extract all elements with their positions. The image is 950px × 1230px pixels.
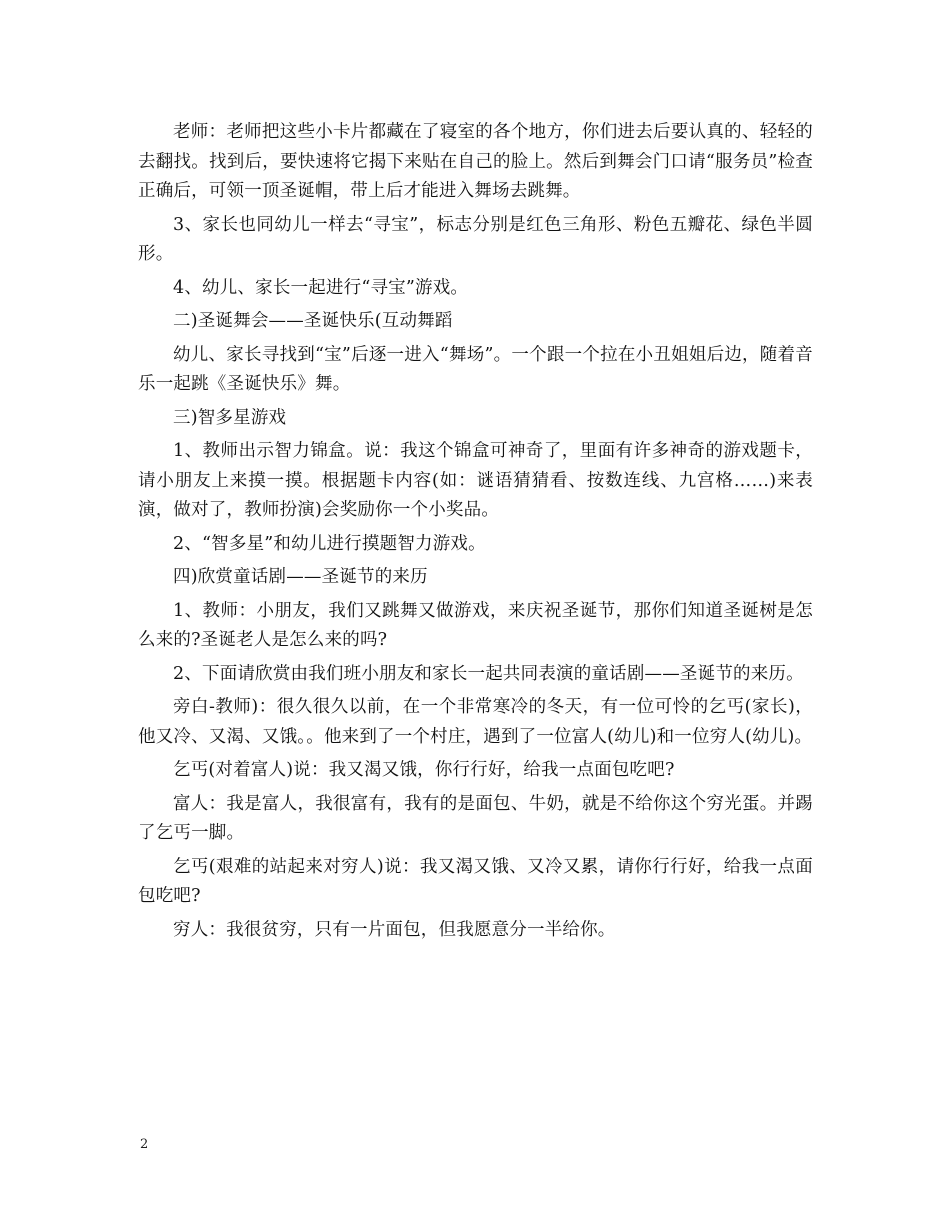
paragraph: 2、下面请欣赏由我们班小朋友和家长一起共同表演的童话剧——圣诞节的来历。 (173, 663, 804, 684)
paragraph: 4、幼儿、家长一起进行“寻宝”游戏。 (173, 277, 469, 298)
paragraph: 穷人：我很贫穷，只有一片面包，但我愿意分一半给你。 (173, 919, 616, 940)
paragraph: 1、教师出示智力锦盒。说：我这个锦盒可神奇了，里面有许多神奇的游戏题卡，请小朋友上来摸一摸。根据题卡内容(如：谜语猜猜看、按数连线、九宫格……)来表演，做对了，教师扮演)会奖励你一个小奖品。 (138, 441, 813, 520)
body-text (138, 118, 813, 949)
paragraph: 1、教师：小朋友，我们又跳舞又做游戏，来庆祝圣诞节，那你们知道圣诞树是怎么来的?圣诞老人是怎么来的吗? (138, 600, 813, 650)
paragraph: 乞丐(对着富人)说：我又渴又饿，你行行好，给我一点面包吃吧? (173, 760, 675, 780)
paragraph: 富人：我是富人，我很富有，我有的是面包、牛奶，就是不给你这个穷光蛋。并踢了乞丐一脚。 (138, 793, 813, 843)
paragraph: 3、家长也同幼儿一样去“寻宝”，标志分别是红色三角形、粉色五瓣花、绿色半圆形。 (138, 214, 813, 264)
paragraph: 2、“智多星”和幼儿进行摸题智力游戏。 (173, 533, 486, 554)
section-heading: 二)圣诞舞会——圣诞快乐(互动舞蹈 (173, 311, 453, 331)
paragraph: 乞丐(艰难的站起来对穷人)说：我又渴又饿、又冷又累，请你行行好，给我一点面包吃吧? (138, 856, 813, 906)
section-heading: 四)欣赏童话剧——圣诞节的来历 (173, 567, 428, 587)
paragraph: 老师：老师把这些小卡片都藏在了寝室的各个地方，你们进去后要认真的、轻轻的去翻找。找到后，要快速将它揭下来贴在自己的脸上。然后到舞会门口请“服务员”检查正确后，可领一顶圣诞帽，带上后才能进入舞场去跳舞。 (138, 122, 813, 201)
page-number: 2 (140, 1137, 149, 1152)
paragraph: 旁白-教师)：很久很久以前，在一个非常寒冷的冬天，有一位可怜的乞丐(家长)，他又冷、又渴、又饿。。他来到了一个村庄，遇到了一位富人(幼儿)和一位穷人(幼儿)。 (138, 697, 813, 747)
paragraph: 幼儿、家长寻找到“宝”后逐一进入“舞场”。一个跟一个拉在小丑姐姐后边，随着音乐一起跳《圣诞快乐》舞。 (138, 344, 813, 394)
section-heading: 三)智多星游戏 (173, 407, 287, 428)
